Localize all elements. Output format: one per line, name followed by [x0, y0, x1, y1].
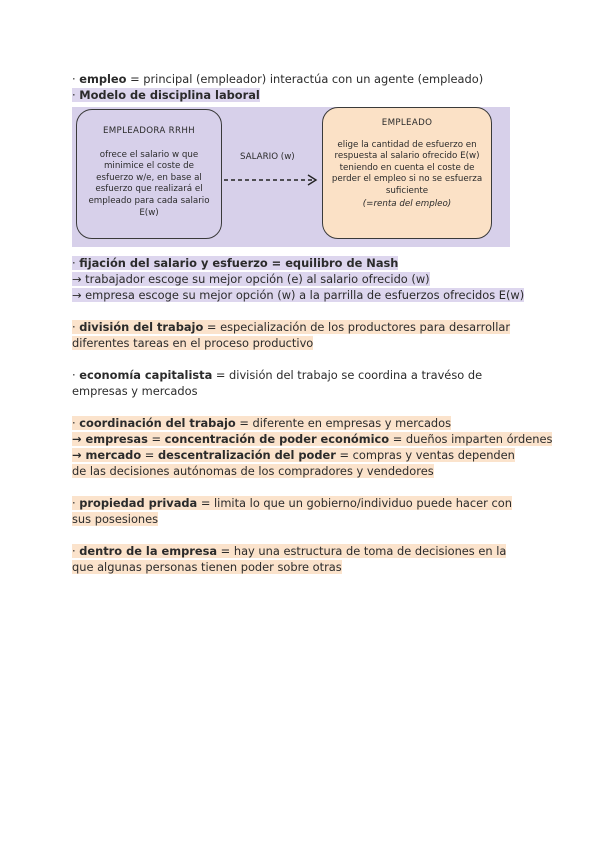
box-empleado-note: (=renta del empleo) [362, 198, 452, 209]
dashed-arrow-icon [222, 165, 322, 195]
line-nash-trabajador: → trabajador escoge su mejor opción (e) al salario ofrecido (w) [72, 272, 430, 286]
document-page [72, 71, 553, 575]
line-capitalista: · economía capitalista = división del trabajo se coordina a travéso de empresas y mercados [72, 368, 483, 398]
box-empleado-title: EMPLEADO [381, 118, 433, 128]
box-empleado-text: elige la cantidad de esfuerzo en respuesta al salario ofrecido E(w) teniendo en cuenta el coste de perder el empleo si no se esfuerza suficiente [331, 139, 483, 196]
box-empleadora-text: ofrece el salario w que minimice el coste de esfuerzo w/e, en base al esfuerzo que realizará el empleado para cada salario E(w) [88, 149, 210, 218]
heading-nash: fijación del salario y esfuerzo = equilibro de Nash [79, 256, 399, 270]
line-division: · división del trabajo = especialización de los productores para desarrollar diferentes tareas en el proceso productivo [72, 320, 511, 350]
heading-modelo-disciplina: Modelo de disciplina laboral [79, 88, 260, 102]
line-coordinacion: · coordinación del trabajo = diferente en empresas y mercados [72, 416, 452, 430]
box-empleadora-title: EMPLEADORA RRHH [102, 126, 196, 136]
term-empleo: empleo [79, 72, 127, 86]
line-mercado: → mercado = descentralización del poder = compras y ventas dependen de las decisiones autónomas de los compradores y vendedores [72, 448, 515, 478]
line-empleo: · empleo = principal (empleador) interactúa con un agente (empleado) [72, 72, 484, 86]
line-empresas: → empresas = concentración de poder económico = dueños imparten órdenes [72, 432, 553, 446]
line-nash: · fijación del salario y esfuerzo = equilibro de Nash [72, 256, 399, 270]
line-modelo: · Modelo de disciplina laboral [72, 88, 260, 102]
box-empleadora [76, 109, 222, 239]
arrow-label-salario: SALARIO (w) [240, 152, 295, 162]
line-dentro-empresa: · dentro de la empresa = hay una estructura de toma de decisiones en la que algunas personas tienen poder sobre otras [72, 544, 507, 574]
line-nash-empresa: → empresa escoge su mejor opción (w) a la parrilla de esfuerzos ofrecidos E(w) [72, 288, 525, 302]
line-propiedad: · propiedad privada = limita lo que un gobierno/individuo puede hacer con sus posesiones [72, 496, 512, 526]
diagram-modelo-disciplina [72, 107, 510, 247]
box-empleado [322, 107, 492, 239]
